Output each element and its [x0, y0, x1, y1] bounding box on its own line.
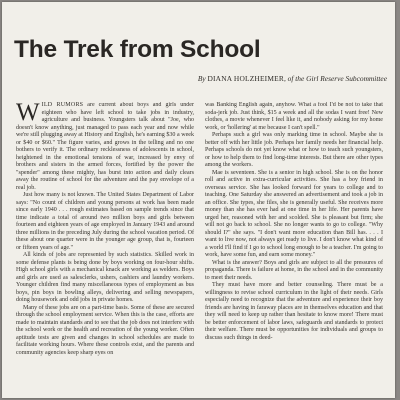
right-column	[205, 102, 383, 398]
left-paragraph-2: Just how many is not known. The United States Department of Labor says: "No count of children and young persons at work has been made since early 1940 . . . rough estimates based on sample trends since that time indicate a total of around two million boys and girls between fourteen and eighteen years of age employed in January 1943 and around three millions in the preceding July during the school vacation period. Of these about one quarter were in the younger age group, that is, fourteen or fifteen years of age."	[16, 192, 194, 251]
byline-affiliation: of the Girl Reserve Subcommittee	[287, 74, 387, 83]
left-paragraph-4: Many of these jobs are on a part-time basis. Some of these are secured through the school employment service. When this is the case, efforts are made to maintain standards and to see that the job does not interfere with the school work or the health and recreation of the young worker. Often aptitude tests are given and changes in school schedules are made to facilitate working hours. Where these controls exist, and the parents and community agencies keep sharp eyes on	[16, 304, 194, 356]
byline-prefix: By	[197, 74, 206, 83]
lead-smallcaps: ILD RUMORS	[41, 102, 84, 108]
right-paragraph-5: They must have more and better counseling. There must be a willingness to revise school curriculum in the light of their needs. Girls especially need to recognize that the adventure and experience their boy friends are having in faraway places are in themselves education and that they will need to keep up rather than hesitate to know more! There must be better enforcement of labor laws, safeguards and standards to protect their welfare. There must be opportunities for individuals and groups to discuss such things in deed-	[205, 282, 383, 341]
right-paragraph-3: Mae is seventeen. She is a senior in high school. She is on the honor roll and active in extra-curricular activities. She has a boy friend in overseas service. She has looked forward for years to college and to teaching. One Saturday she answered an advertisement and took a job in an office. She types, she files, she is generally useful. She receives more money than she has ever had at one time in her life. Her parents have urged her, reasoned with her and scolded. She is pleasant but firm; she will not go back to school. She no longer wants to go to college. "Why should I?" she says. "I don't want more education than Bill has. . . . I want to live now, not always get ready to live. I don't know what kind of a world I'll find if I go to school long enough to be a teacher. I'm going to work, have some fun, and earn some money."	[205, 169, 383, 258]
right-paragraph-1: was Banking English again, anyhow. What a fool I'd be not to take that soda-jerk job. Just think, $15 a week and all the sodas I want free! New clothes, a movie whenever I feel like it, and nobody asking for my home work, or 'hollering' at me because I can't spell."	[205, 102, 383, 131]
drop-cap: W	[16, 102, 40, 126]
left-paragraph-1-text: are current about boys and girls under eighteen who have left school to take jobs in industry, agriculture and business. Youngsters talk about "Joe, who doesn't know anything, just managed to pass each year and now while we're still plugging away at History and English, he's earning $30 a week or $40 or $60." The figure varies, and grows in the telling and no one bothers to verify it. The ordinary recklessness of adolescents in school, heightened in the emotional tensions of war, increased by envy of brothers and sisters in the armed forces, fortified by the power the "spender" among these mighty, has burst into action and daily clears away the routine of school for the adventure and the pay envelope of a real job.	[16, 102, 194, 191]
magazine-page	[2, 2, 395, 398]
article-byline: By DIANA HOLZHEIMER, of the Girl Reserve Subcommittee	[197, 74, 387, 83]
right-paragraph-4: What is the answer? Boys and girls are subject to all the pressures of propaganda. There is failure at home, in the school and in the community to meet their needs.	[205, 259, 383, 281]
left-column	[16, 102, 194, 398]
byline-author: DIANA HOLZHEIMER	[207, 74, 284, 83]
article-title: The Trek from School	[14, 36, 261, 63]
left-paragraph-1	[16, 102, 194, 192]
right-paragraph-2: Perhaps such a girl was only marking time in school. Maybe she is better off with her little job. Perhaps her family needs her financial help. Perhaps schools do not yet know what or how to teach such youngsters, or how to help them to find long-time interests. But there are other types among the workers.	[205, 132, 383, 168]
left-paragraph-3: All kinds of jobs are represented by such statistics. Skilled work in some defense plants is being done by boys working on four-hour shifts. High school girls with a mechanical knack are working as welders. Boys and girls are used as salesclerks, ushers, cashiers and laundry workers. Younger children find many miscellaneous types of employment as bus boys, pin boys in bowling alleys, delivering and selling newspapers, doing housework and odd jobs in private homes.	[16, 252, 194, 303]
